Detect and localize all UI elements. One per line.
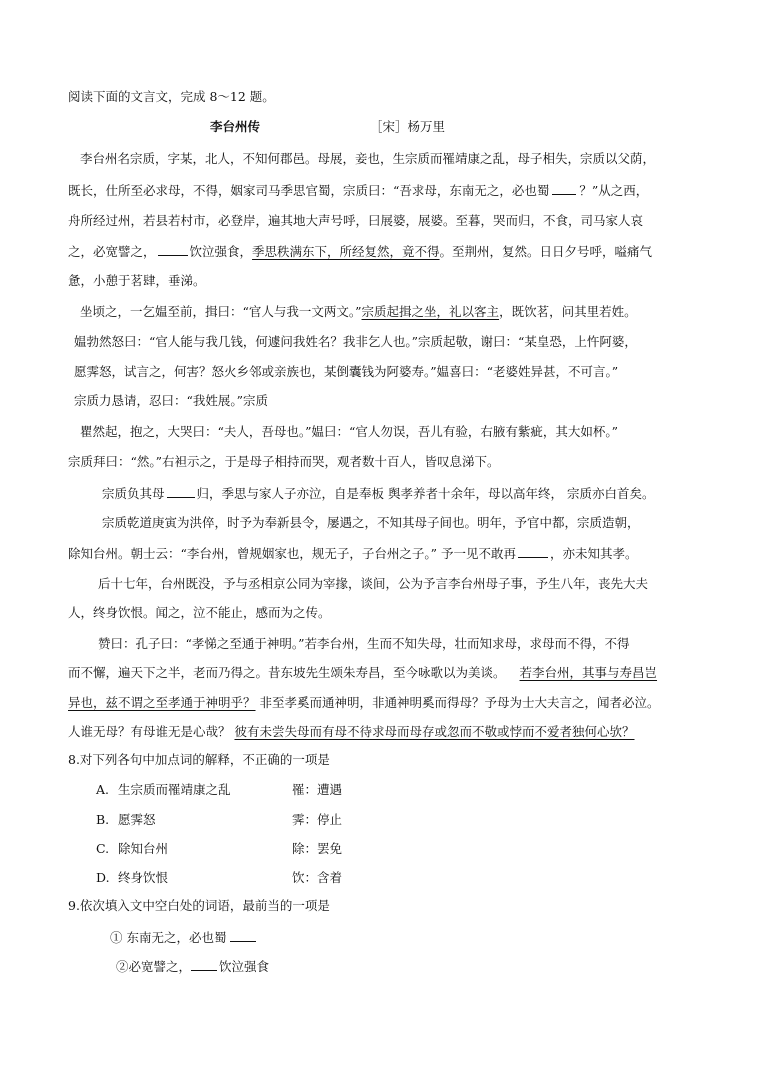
p7-line-2-text: 而不懈，遍天下之半，老而乃得之。昔东坡先生颂朱寿昌，至今咏歌以为美谈。	[68, 665, 506, 680]
option-b-text: 愿霁怒	[118, 812, 156, 827]
essay-author: ［宋］杨万里	[370, 119, 446, 134]
q9-item-2-text: ②必宽譬之，	[116, 959, 192, 974]
p1-line-4-tail: 。至荆州，复然。日日夕号呼，嗌痛气	[439, 244, 653, 259]
blank-q9-2	[191, 958, 217, 971]
q9-item-1-text: ① 东南无之，必也蜀	[110, 930, 231, 945]
p2-line-1-text: 坐顷之，一乞媪至前，揖曰：“官人与我一文两文。”	[80, 304, 362, 319]
p2-line-3: 愿霁怒，试言之，何害？怒火乡邻或亲族也，某倒囊钱为阿婆寿。”媪喜曰：“老婆姓异甚，不可言。”	[74, 364, 619, 379]
p4-line-1-text: 宗质负其母	[102, 486, 165, 501]
p3-line-1: 瞿然起，抱之，大哭曰：“夫人，吾母也。”媪曰：“官人勿误，吾儿有验，右腋有紫疵，其大如杯。”	[80, 424, 619, 439]
question-9-item-2	[116, 958, 269, 975]
question-8-stem: 8.对下列各句中加点词的解释，不正确的一项是	[68, 752, 330, 767]
p7-line-3-tail: 非至孝奚而通神明，非通神明奚而得母？予母为士大夫言之，闻者必泣。	[255, 695, 660, 710]
option-c-text: 除知台州	[118, 841, 169, 856]
p5-line-2	[68, 545, 638, 562]
option-a-text: 生宗质而罹靖康之乱	[118, 782, 231, 797]
blank-1	[552, 182, 576, 195]
p5-line-1: 宗质乾道庚寅为洪倅，时予为奉新县令，屡遇之，不知其母子间也。明年，予官中都，宗质造朝，	[102, 515, 640, 530]
essay-title: 李台州传	[210, 119, 261, 134]
p4-line-1-tail: 归，季思与家人子亦泣，自是奉板 舆孝养者十余年，母以高年终， 宗质亦白首矣。	[196, 486, 655, 501]
p1-line-5: 惫，小憩于茗肆，垂涕。	[68, 273, 206, 288]
underlined-sentence-3b: 异也，兹不谓之至孝通于神明乎？	[68, 695, 256, 710]
p7-line-2	[68, 665, 657, 681]
p1-line-2-text: 既长，仕所至必求母，不得，姻家司马季思官蜀，宗质曰：“吾求母，东南无之，必也蜀	[68, 183, 550, 198]
p1-line-4-text: 之，必宽譬之，	[68, 244, 156, 259]
p1-line-4-mid: 饮泣强食，	[189, 244, 253, 259]
question-9-stem: 9.依次填入文中空白处的词语，最前当的一项是	[68, 898, 330, 913]
blank-4	[518, 545, 548, 558]
option-c-gloss: 除：罢免	[292, 841, 343, 856]
option-a-gloss: 罹：遭遇	[292, 782, 343, 797]
instruction: 阅读下面的文言文，完成 8～12 题。	[68, 89, 275, 104]
p2-line-1	[80, 304, 637, 320]
p1-line-2-tail: ？”从之西，	[579, 183, 649, 198]
blank-2	[158, 243, 188, 256]
p1-line-4	[68, 243, 652, 260]
underlined-sentence-2: 宗质起揖之坐，礼以客主	[361, 304, 500, 319]
option-d-label: D.	[96, 870, 110, 885]
p7-line-4	[68, 724, 635, 740]
option-b-gloss: 霁：停止	[292, 812, 343, 827]
blank-3	[167, 485, 195, 498]
p2-line-2: 媪勃然怒曰：“官人能与我几钱，何遽问我姓名？我非乞人也。”宗质起敬，谢曰：“某皇恐，上忤阿婆，	[74, 334, 637, 349]
blank-q9-1	[230, 929, 256, 942]
underlined-sentence-1: 季思秩满东下，所经复然，竟不得	[252, 244, 440, 259]
p7-line-3	[68, 695, 660, 711]
p2-line-1-tail: ，既饮茗，问其里若姓。	[499, 304, 637, 319]
option-d-gloss: 饮：含着	[292, 870, 343, 885]
q9-item-2-tail: 饮泣强食	[219, 959, 270, 974]
p7-line-1: 赞曰：孔子曰：“孝悌之至通于神明。”若李台州，生而不知失母，壮而知求母，求母而不得，不得	[98, 636, 630, 651]
p5-line-2-tail: ，亦未知其孝。	[550, 546, 638, 561]
p1-line-1: 李台州名宗质，字某，北人，不知何郡邑。母展，妾也，生宗质而罹靖康之乱，母子相失，宗质以父荫，	[80, 151, 656, 166]
option-c-label: C.	[96, 841, 110, 856]
p3-line-2: 宗质拜曰：“然。”右袒示之，于是母子相持而哭，观者数十百人，皆叹息涕下。	[68, 454, 500, 469]
p5-line-2-text: 除知台州。朝士云：“李台州，曾规姻家也，规无子，子台州之子。” 予一见不敢再	[68, 546, 517, 561]
p6-line-1: 后十七年，台州既没，予与丞相京公同为宰掾，谈间，公为予言李台州母子事，予生八年，丧先大夫	[98, 576, 649, 591]
underlined-sentence-3a: 若李台州，其事与寿昌岂	[519, 665, 658, 680]
p6-line-2: 人，终身饮恨。闻之，泣不能止，感而为之传。	[68, 605, 331, 620]
p4-line-1	[102, 485, 654, 502]
underlined-sentence-4: 彼有未尝失母而有母不待求母而母存或忽而不敬或悖而不爱者独何心欤？	[234, 724, 635, 739]
p2-line-4: 宗质力恳请，忍曰：“我姓展。”宗质	[74, 393, 269, 408]
p1-line-3: 舟所经过州，若县若村市，必登岸，遍其地大声号呼，曰展婆，展婆。至暮，哭而归，不食，司马家人哀	[68, 213, 644, 228]
p7-line-4-text: 人谁无母？有母谁无是心哉？	[68, 724, 235, 739]
question-9-item-1	[110, 929, 256, 946]
option-b-label: B.	[96, 812, 110, 827]
option-d-text: 终身饮恨	[118, 870, 169, 885]
option-a-label: A.	[96, 782, 110, 797]
p1-line-2	[68, 182, 648, 199]
